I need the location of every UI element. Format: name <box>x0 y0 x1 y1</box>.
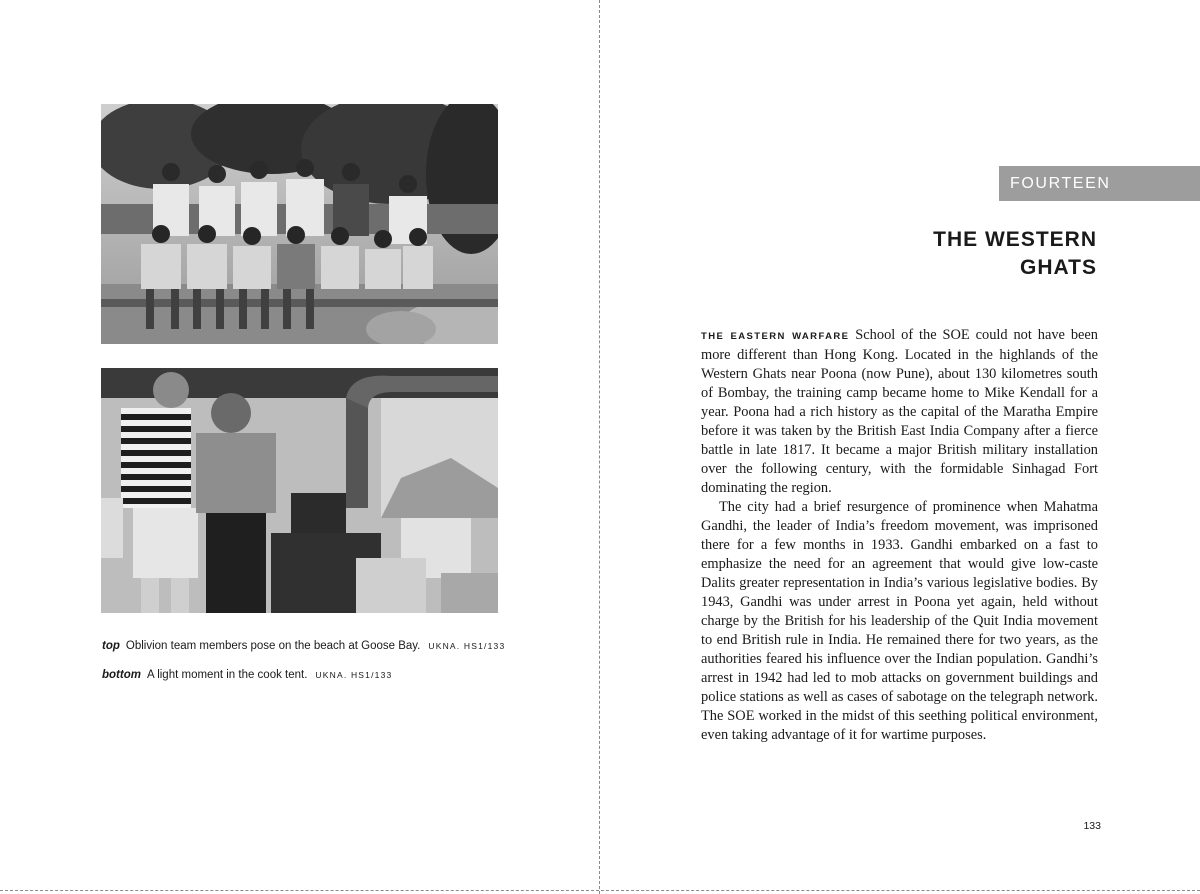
page-gutter <box>599 0 600 894</box>
chapter-title-line: GHATS <box>1020 256 1097 279</box>
caption-top <box>102 640 522 652</box>
photo-cook-tent <box>101 368 498 613</box>
caption-credit: UKNA. HS1/133 <box>428 641 506 651</box>
page-number: 133 <box>1083 820 1101 832</box>
body-paragraph: The city had a brief resurgence of prominence when Mahatma Gandhi, the leader of India’s freedom movement, was imprisoned there for a few months in 1933. Gandhi embarked on a fast to emphasize the need for an agreement that would give low-caste Dalits greater representation in India’s various legislative bodies. By 1943, Gandhi was under arrest in Poona yet again, held without charge by the British for his leadership of the Quit India movement to end British rule in India. He remained there for two years, as the authorities feared his influence over the Indian population. Gandhi’s arrest in 1942 had led to mob attacks on government buildings and police stations as well as cases of sabotage on the telegraph network. The SOE worked in the midst of this seething political environment, even taking advantage of it for wartime purposes. <box>701 499 1098 743</box>
photo-team-on-beach <box>101 104 498 344</box>
chapter-title-line: THE WESTERN <box>933 228 1097 251</box>
caption-bottom <box>102 669 522 681</box>
body-paragraph <box>701 326 1098 498</box>
caption-position-label: bottom <box>102 669 141 681</box>
page-bottom-edge <box>0 890 1200 891</box>
caption-text: A light moment in the cook tent. <box>146 669 308 681</box>
chapter-number-band: FOURTEEN <box>999 166 1200 201</box>
chapter-title <box>797 226 1097 282</box>
caption-credit: UKNA. HS1/133 <box>315 670 393 680</box>
caption-text: Oblivion team members pose on the beach at Goose Bay. <box>125 640 421 652</box>
chapter-body <box>701 326 1098 745</box>
paragraph-text: School of the SOE could not have been more different than Hong Kong. Located in the highlands of the Western Ghats near Poona (now Pune), about 130 kilometres south of Bombay, the training camp became home to Mike Kendall for a year. Poona had a rich history as the capital of the Maratha Empire before it was taken by the British East India Company after a fierce battle in late 1817. It became a major British military installation over the following century, with the formidable Sinhagad Fort dominating the region. <box>701 327 1099 496</box>
caption-position-label: top <box>102 640 120 652</box>
lead-in-smallcaps: THE EASTERN WARFARE <box>701 331 850 342</box>
